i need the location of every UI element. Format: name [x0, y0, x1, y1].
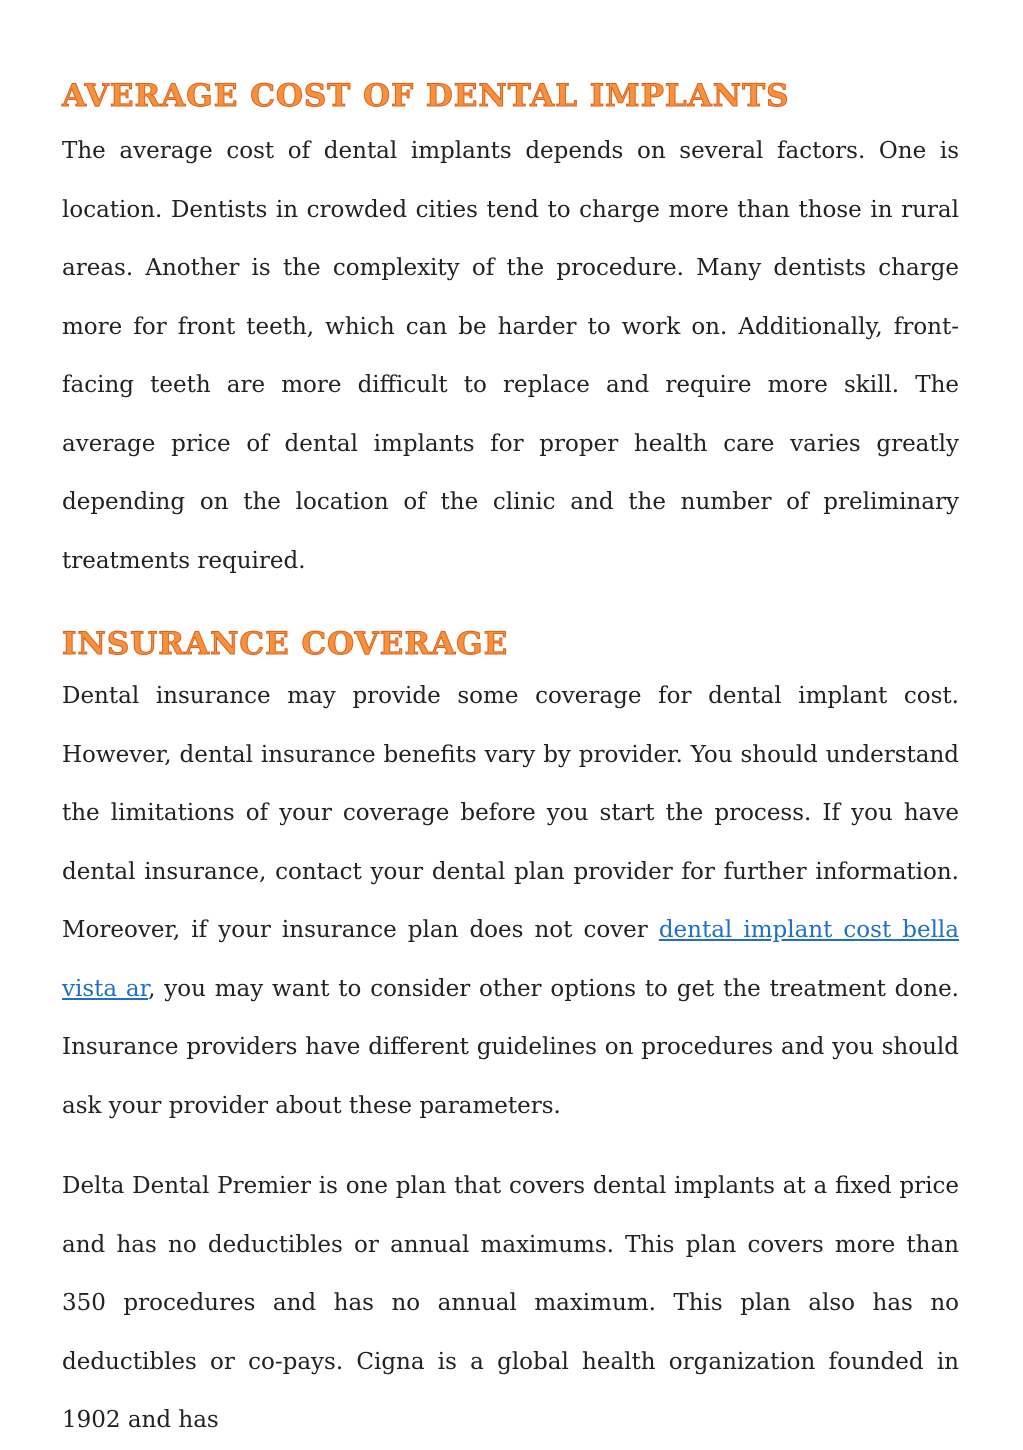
paragraph-text-before-link: Dental insurance may provide some coverage for dental implant cost. However, dental insurance benefits vary by provider. You should understand the limitations of your coverage before you start the process. If you have dental insurance, contact your dental plan provider for further information. Moreover, if your insurance plan does not cover [62, 683, 959, 943]
document-page [62, 70, 959, 1450]
paragraph-average-cost: The average cost of dental implants depends on several factors. One is location. Dentists in crowded cities tend to charge more than those in rural areas. Another is the complexity of the procedure. Many dentists charge more for front teeth, which can be harder to work on. Additionally, front-facing teeth are more difficult to replace and require more skill. The average price of dental implants for proper health care varies greatly depending on the location of the clinic and the number of preliminary treatments required. [62, 138, 959, 574]
heading-average-cost: AVERAGE COST OF DENTAL IMPLANTS [62, 78, 790, 114]
dental-implant-cost-link[interactable]: dental implant cost bella vista ar [62, 917, 960, 1002]
paragraph-delta-dental: Delta Dental Premier is one plan that covers dental implants at a fixed price and has no deductibles or annual maximums. This plan covers more than 350 procedures and has no annual maximum. This plan also has no deductibles or co-pays. Cigna is a global health organization founded in 1902 and has [62, 1173, 959, 1433]
heading-insurance-coverage: INSURANCE COVERAGE [62, 626, 509, 662]
paragraph-text-after-link: , you may want to consider other options to get the treatment done. Insurance providers have different guidelines on procedures and you should ask your provider about these parameters. [62, 975, 959, 1119]
paragraph-insurance-coverage [62, 667, 959, 1135]
